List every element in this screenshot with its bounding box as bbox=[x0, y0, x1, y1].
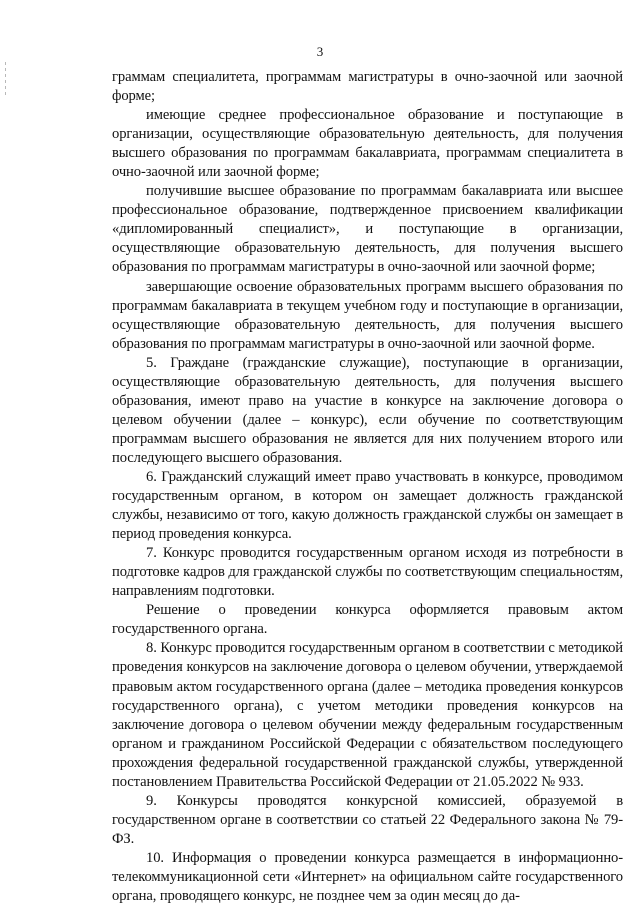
paragraph-decision: Решение о проведении конкурса оформляется правовым актом государственного органа. bbox=[112, 602, 623, 638]
paragraph-item-8: 8. Конкурс проводится государственным органом в соответствии с методикой проведения конкурсов на заключение договора о целевом обучении, утверждаемой правовым актом государственного органа (далее – методика проведения конкурсов государственного органа), с учетом методики проведения конкурсов на заключение договора о целевом обучении между федеральным государственным органом и гражданином Российской Федерации с обязательством последующего прохождения федеральной государственной гражданской службы, утвержденной постановлением Правительства Российской Федерации от 21.05.2022 № 933. bbox=[112, 640, 623, 790]
paragraph-secondary-vocational: имеющие среднее профессиональное образование и поступающие в организации, осуществляющие образовательную деятельность, для получения высшего образования по программам бакалавриата, программам специалитета в очно-заочной или заочной форме; bbox=[112, 107, 623, 181]
page-number: 3 bbox=[316, 44, 324, 59]
document-body bbox=[112, 68, 623, 906]
paragraph-item-7: 7. Конкурс проводится государственным органом исходя из потребности в подготовке кадров для гражданской службы по соответствующим специальностям, направлениям подготовки. bbox=[112, 545, 623, 600]
paragraph-item-5: 5. Граждане (гражданские служащие), поступающие в организации, осуществляющие образовательную деятельность, для получения высшего образования, имеют право на участие в конкурсе на заключение договора о целевом обучении (далее – конкурс), если обучение по соответствующим программам высшего образования не является для них получением второго или последующего высшего образования. bbox=[112, 354, 623, 466]
paragraph-item-9: 9. Конкурсы проводятся конкурсной комиссией, образуемой в государственном органе в соответствии со статьей 22 Федерального закона № 79-ФЗ. bbox=[112, 792, 623, 847]
paragraph-continuation: граммам специалитета, программам магистратуры в очно-заочной или заочной форме; bbox=[112, 69, 623, 105]
margin-binding-marks bbox=[4, 62, 8, 98]
paragraph-higher-bachelor: получившие высшее образование по программам бакалавриата или высшее профессиональное образование, подтвержденное присвоением квалификации «дипломированный специалист», и поступающие в организации, осуществляющие образовательную деятельность, для получения высшего образования по программам магистратуры в очно-заочной или заочной форме; bbox=[112, 183, 623, 276]
paragraph-item-10: 10. Информация о проведении конкурса размещается в информационно-телекоммуникационной сети «Интернет» на официальном сайте государственного органа, проводящего конкурс, не позднее чем за один месяц до да- bbox=[112, 849, 623, 905]
paragraph-finishing-bachelor: завершающие освоение образовательных программ высшего образования по программам бакалавриата в текущем учебном году и поступающие в организации, осуществляющие образовательную деятельность, для получения высшего образования по программам магистратуры в очно-заочной или заочной форме. bbox=[112, 278, 623, 352]
paragraph-item-6: 6. Гражданский служащий имеет право участвовать в конкурсе, проводимом государственным органом, в котором он замещает должность гражданской службы, независимо от того, какую должность гражданской службы он замещает в период проведения конкурса. bbox=[112, 468, 623, 543]
